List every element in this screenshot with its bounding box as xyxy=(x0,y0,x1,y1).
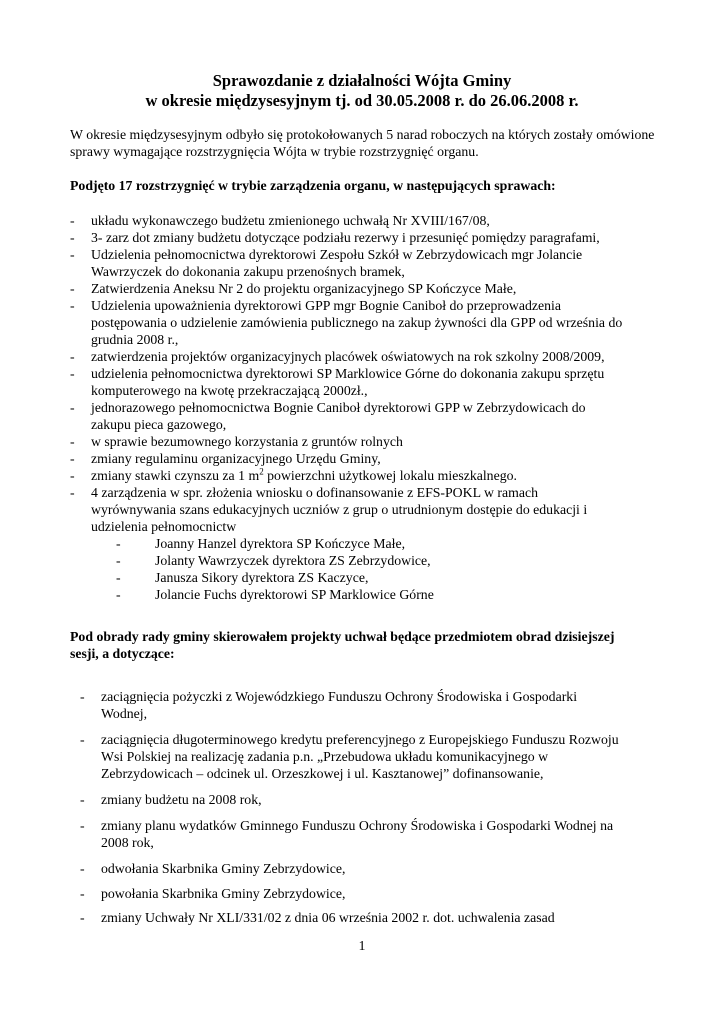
list-item-text: Udzielenia pełnomocnictwa dyrektorowi Zespołu Szkół w Zebrzydowicach mgr Jolancie xyxy=(91,247,583,262)
list-item-text-part: zmiany stawki czynszu za 1 m xyxy=(91,468,260,483)
bullet-dash: - xyxy=(70,485,75,500)
sub-list-item-text: Janusza Sikory dyrektora ZS Kaczyce, xyxy=(155,570,369,585)
list-item-text: grudnia 2008 r., xyxy=(91,332,179,347)
list-item-text: zaciągnięcia pożyczki z Wojewódzkiego Funduszu Ochrony Środowiska i Gospodarki xyxy=(101,689,578,704)
list-item-text: komputerowego na kwotę przekraczającą 2000zł., xyxy=(91,383,368,398)
list-item-text: Wodnej, xyxy=(101,706,148,721)
list-item-text: powołania Skarbnika Gminy Zebrzydowice, xyxy=(101,886,346,901)
list-item-text: 3- zarz dot zmiany budżetu dotyczące podziału rezerwy i przesunięć pomiędzy paragrafami, xyxy=(91,230,600,245)
bullet-dash: - xyxy=(70,230,75,245)
intro-paragraph: W okresie międzysesyjnym odbyło się protokołowanych 5 narad roboczych na których zostały omówione sprawy wymagające rozstrzygnięcia Wójta w trybie rozstrzygnięć organu. xyxy=(70,127,655,159)
list-item-text: udzielenia pełnomocnictw xyxy=(91,519,237,534)
sub-list-item-text: Jolancie Fuchs dyrektorowi SP Marklowice Górne xyxy=(155,587,434,602)
document-title-line2: w okresie międzysesyjnym tj. od 30.05.2008 r. do 26.06.2008 r. xyxy=(145,91,579,110)
bullet-dash: - xyxy=(80,732,85,747)
list-item-text: postępowania o udzielenie zamówienia publicznego na zakup żywności dla GPP od września do xyxy=(91,315,623,330)
bullet-dash: - xyxy=(70,468,75,483)
list-item-text: zmiany budżetu na 2008 rok, xyxy=(101,792,262,807)
document-title-line1: Sprawozdanie z działalności Wójta Gminy xyxy=(212,71,512,90)
bullet-dash: - xyxy=(116,536,121,551)
bullet-dash: - xyxy=(70,434,75,449)
list-item-text: zatwierdzenia projektów organizacyjnych placówek oświatowych na rok szkolny 2008/2009, xyxy=(91,349,605,364)
list-item-text: zakupu pieca gazowego, xyxy=(91,417,227,432)
list-item-text: zmiany planu wydatków Gminnego Funduszu Ochrony Środowiska i Gospodarki Wodnej na xyxy=(101,818,614,833)
sub-list-item-text: Joanny Hanzel dyrektora SP Kończyce Małe, xyxy=(155,536,406,551)
bullet-dash: - xyxy=(80,818,85,833)
list-item-text: wyrównywania szans edukacyjnych uczniów z grup o utrudnionym dostępie do edukacji i xyxy=(91,502,588,517)
bullet-dash: - xyxy=(116,553,121,568)
bullet-dash: - xyxy=(70,366,75,381)
list-item-text: Udzielenia upoważnienia dyrektorowi GPP mgr Bognie Caniboł do przeprowadzenia xyxy=(91,298,561,313)
bullet-dash: - xyxy=(80,689,85,704)
bullet-dash: - xyxy=(70,349,75,364)
list-item-text xyxy=(91,467,671,484)
page-number: 1 xyxy=(358,939,366,954)
list-item-text: 2008 rok, xyxy=(101,835,154,850)
bullet-dash: - xyxy=(80,910,85,925)
bullet-dash: - xyxy=(70,213,75,228)
sub-list-item-text: Jolanty Wawrzyczek dyrektora ZS Zebrzydowice, xyxy=(155,553,431,568)
section2-heading-line1: Pod obrady rady gminy skierowałem projekty uchwał będące przedmiotem obrad dzisiejszej xyxy=(70,629,615,644)
bullet-dash: - xyxy=(70,247,75,262)
list-item-text: odwołania Skarbnika Gminy Zebrzydowice, xyxy=(101,861,346,876)
list-item-text: układu wykonawczego budżetu zmienionego uchwałą Nr XVIII/167/08, xyxy=(91,213,490,228)
section2-heading-line2: sesji, a dotyczące: xyxy=(70,646,175,661)
bullet-dash: - xyxy=(116,570,121,585)
list-item-text: zaciągnięcia długoterminowego kredytu preferencyjnego z Europejskiego Funduszu Rozwoju xyxy=(101,732,619,747)
list-item-text: Zebrzydowicach – odcinek ul. Orzeszkowej i ul. Kasztanowej” dofinansowanie, xyxy=(101,766,544,781)
list-item-text: Wawrzyczek do dokonania zakupu przenośnych bramek, xyxy=(91,264,405,279)
list-item-text-part: powierzchni użytkowej lokalu mieszkalnego. xyxy=(267,468,517,483)
bullet-dash: - xyxy=(70,298,75,313)
list-item-text: zmiany regulaminu organizacyjnego Urzędu Gminy, xyxy=(91,451,381,466)
superscript: 2 xyxy=(259,466,264,477)
list-item-text: jednorazowego pełnomocnictwa Bognie Caniboł dyrektorowi GPP w Zebrzydowicach do xyxy=(91,400,586,415)
list-item-text: 4 zarządzenia w spr. złożenia wniosku o dofinansowanie z EFS-POKL w ramach xyxy=(91,485,538,500)
list-item-text: udzielenia pełnomocnictwa dyrektorowi SP Marklowice Górne do dokonania zakupu sprzętu xyxy=(91,366,605,381)
bullet-dash: - xyxy=(70,451,75,466)
list-item-text: zmiany Uchwały Nr XLI/331/02 z dnia 06 września 2002 r. dot. uchwalenia zasad xyxy=(101,910,555,925)
list-item-text: Wsi Polskiej na realizację zadania p.n. „Przebudowa układu komunikacyjnego w xyxy=(101,749,549,764)
section1-heading: Podjęto 17 rozstrzygnięć w trybie zarządzenia organu, w następujących sprawach: xyxy=(70,178,556,193)
bullet-dash: - xyxy=(70,281,75,296)
bullet-dash: - xyxy=(80,861,85,876)
list-item-text: w sprawie bezumownego korzystania z gruntów rolnych xyxy=(91,434,403,449)
bullet-dash: - xyxy=(80,886,85,901)
bullet-dash: - xyxy=(80,792,85,807)
list-item-text: Zatwierdzenia Aneksu Nr 2 do projektu organizacyjnego SP Kończyce Małe, xyxy=(91,281,517,296)
bullet-dash: - xyxy=(116,587,121,602)
bullet-dash: - xyxy=(70,400,75,415)
